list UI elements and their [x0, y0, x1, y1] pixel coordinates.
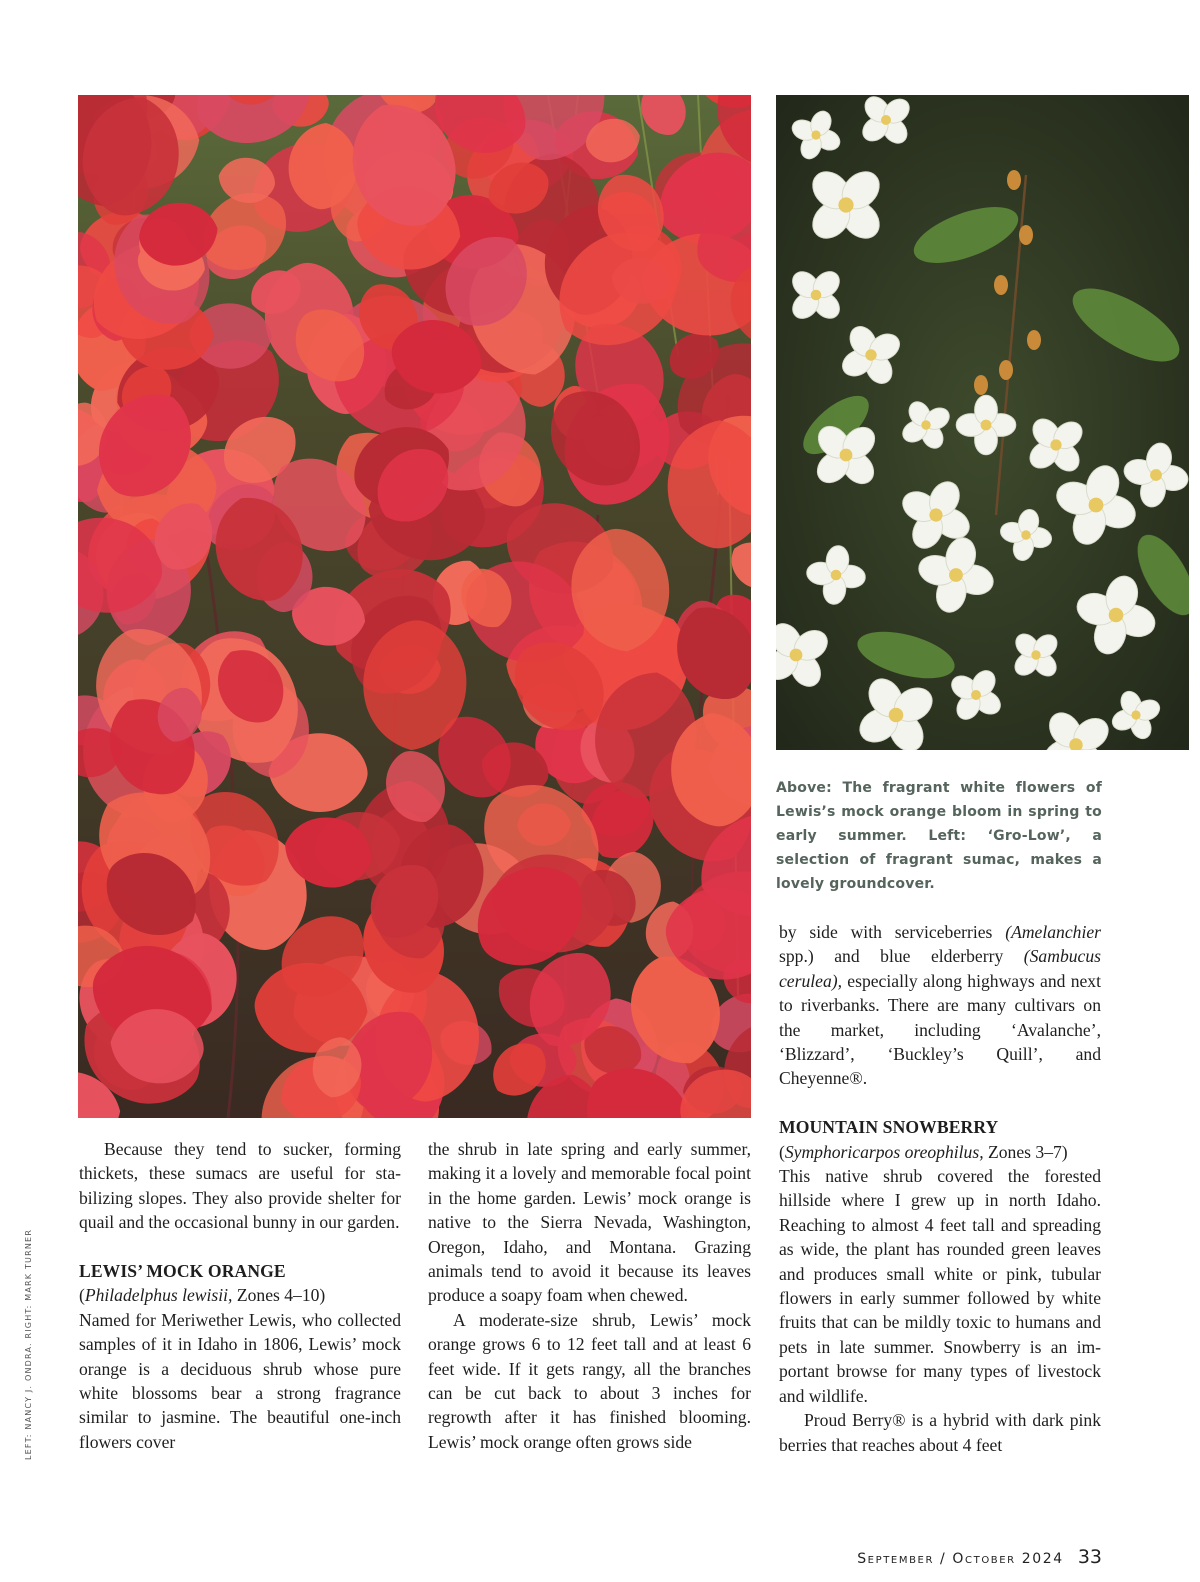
photo-credit: LEFT: NANCY J. ONDRA. RIGHT: MARK TURNER	[24, 1228, 33, 1460]
zones-label: Zones 4–10)	[232, 1285, 326, 1306]
photo-sumac-foliage	[78, 95, 751, 1118]
heading-lewis-mock-orange: LEWIS’ MOCK ORANGE	[79, 1261, 286, 1282]
issue-date: September / October 2024	[857, 1551, 1064, 1567]
paragraph-mock-orange-native: the shrub in late spring and early summer, making it a lovely and memorable focal point in the home garden. Lewis’ mock orange is native to the Sierra Nevada, Washington, Oregon, Idaho, and Montana. Grazing animals tend to avoid it because its leaves produce a soapy foam when chewed.	[428, 1139, 751, 1306]
paragraph-mock-orange-size: A moderate-size shrub, Lewis’ mock orange grows 6 to 12 feet tall and at least 6 feet wide. If it gets rangy, all the branches can be cut back to about 3 inches for regrowth after it has finished blooming. Lewis’ mock orange often grows side	[428, 1309, 751, 1452]
paragraph-proud-berry: Proud Berry® is a hybrid with dark pink berries that reaches about 4 feet	[779, 1410, 1101, 1455]
heading-mountain-snowberry: MOUNTAIN SNOWBERRY	[779, 1117, 999, 1138]
paragraph-snowberry-intro: This native shrub covered the forested hillside where I grew up in north Idaho. Reaching to almost 4 feet tall and spreading as wide, the plant has rounded green leaves and produces small white or pink, tubular flowers in early summer followed by white fruits that can be mildly toxic to humans and pets in late summer. Snowberry is an important browse for many types of livestock and wildlife.	[779, 1166, 1101, 1406]
paragraph-mock-orange-intro: Named for Meriwether Lewis, who collected samples of it in Idaho in 1806, Lewis’ mock orange is a deciduous shrub whose pure white blossoms bear a strong fragrance similar to jasmine. The beautiful one-inch flowers cover	[79, 1309, 401, 1452]
scientific-name-serviceberry: (Amelanchier	[1005, 922, 1101, 942]
scientific-name: Philadelphus lewisii,	[84, 1285, 233, 1306]
mock-orange-illustration	[776, 95, 1189, 750]
scientific-name: Symphoricarpos oreophilus,	[784, 1141, 984, 1162]
scientific-name-line: (Symphoricarpos oreophilus, Zones 3–7)	[779, 1141, 1068, 1162]
scientific-name-elderberry: (Sambucus cerulea),	[779, 946, 1101, 991]
photo-mock-orange-flowers	[776, 95, 1189, 750]
scientific-name-line: (Philadelphus lewisii, Zones 4–10)	[79, 1285, 326, 1306]
text-run: especially along highways and next to riverbanks. There are many cultivars on the market, including ‘Avalanche’, ‘Blizzard’, ‘Buckley’s Quill’, and Cheyenne®.	[779, 970, 1101, 1089]
text-column-2	[428, 1137, 751, 1454]
text-column-3	[779, 920, 1101, 1457]
page-number: 33	[1077, 1546, 1102, 1568]
sumac-foliage-illustration	[78, 95, 751, 1118]
page-footer	[857, 1546, 1102, 1568]
photo-caption: Above: The fragrant white flowers of Lewis’s mock orange bloom in spring to early summer. Left: ‘Gro-Low’, a selection of fragrant sumac, makes a lovely groundcover.	[776, 780, 1102, 892]
zones-label: Zones 3–7)	[983, 1141, 1068, 1162]
text-column-1	[79, 1137, 401, 1454]
paragraph-sumac-uses: Because they tend to sucker, forming thickets, these sumacs are useful for stabilizing slopes. They also provide shelter for quail and the occasional bunny in our garden.	[79, 1139, 401, 1233]
text-run: spp.) and blue elderberry	[779, 946, 1024, 967]
paragraph-mock-orange-companions	[779, 920, 1101, 1091]
text-run: by side with serviceberries	[779, 922, 1006, 942]
